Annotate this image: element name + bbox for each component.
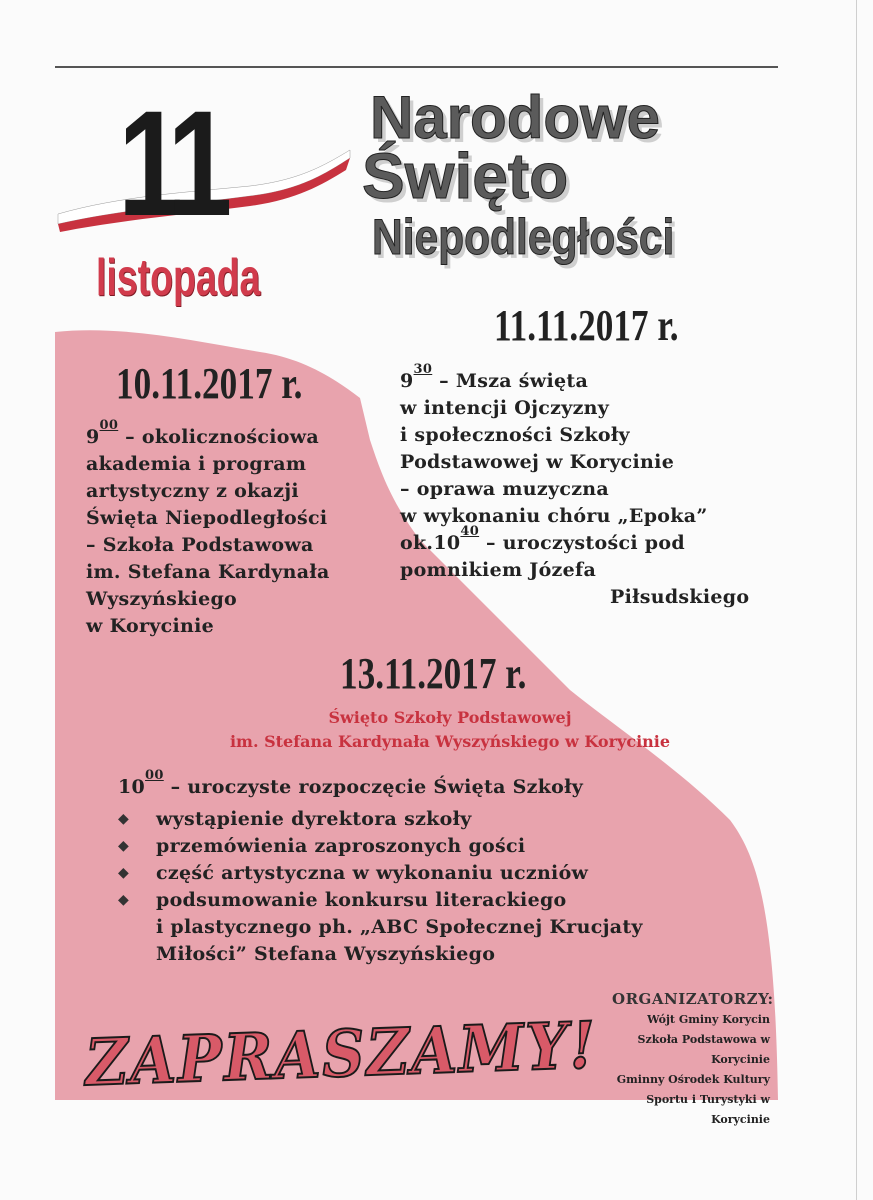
diamond-bullet-icon: ◆ xyxy=(118,811,130,827)
day1-line: akademia i program xyxy=(86,453,307,475)
day1-line: w Korycinie xyxy=(86,615,214,637)
day3-program-list xyxy=(118,806,643,968)
day1-line: Wyszyńskiego xyxy=(86,588,238,610)
top-rule xyxy=(55,66,778,68)
date-day1: 10.11.2017 r. xyxy=(116,359,303,408)
page-edge-line xyxy=(856,0,857,1200)
day1-line: im. Stefana Kardynała xyxy=(86,561,330,583)
day2-line: – oprawa muzyczna xyxy=(400,478,610,500)
day1-line: $9^{00}$ – okolicznościowa xyxy=(86,418,319,448)
day2-line: w intencji Ojczyzny xyxy=(400,397,610,419)
title-line-2: Święto xyxy=(362,140,569,212)
organizer-name: Wójt Gminy Korycin xyxy=(647,1013,770,1026)
day2-line: $9^{30}$ – Msza święta xyxy=(400,362,589,392)
school-heading-line: Święto Szkoły Podstawowej xyxy=(328,708,572,727)
organizers-list xyxy=(590,1010,770,1130)
day2-line: i społeczności Szkoły xyxy=(400,424,630,446)
day2-line: Piłsudskiego xyxy=(610,586,750,608)
diamond-bullet-icon: ◆ xyxy=(118,865,130,881)
diamond-bullet-icon: ◆ xyxy=(118,838,130,854)
day2-line: w wykonaniu chóru „Epoka” xyxy=(400,505,708,527)
day3-intro: $10^{00}$ – uroczyste rozpoczęcie Święta Szkoły xyxy=(118,768,584,798)
date-day3: 13.11.2017 r. xyxy=(340,649,527,698)
day2-line: pomnikiem Józefa xyxy=(400,559,597,581)
date-day2: 11.11.2017 r. xyxy=(494,301,679,350)
day1-line: artystyczny z okazji xyxy=(86,480,299,502)
day2-program xyxy=(400,362,750,611)
organizer-name: Gminny Ośrodek Kultury xyxy=(616,1073,770,1086)
organizer-name: Sportu i Turystyki w Korycinie xyxy=(646,1093,770,1126)
diamond-bullet-icon: ◆ xyxy=(118,892,130,908)
list-item: ◆ część artystyczna w wykonaniu uczniów xyxy=(118,860,643,887)
list-item: ◆ podsumowanie konkursu literackiego i plastycznego ph. „ABC Społecznej Krucjaty Miłości” Stefana Wyszyńskiego xyxy=(118,889,643,965)
day-number: 11 xyxy=(118,79,223,247)
day1-line: – Szkoła Podstawowa xyxy=(86,534,314,556)
month-label: listopada xyxy=(96,249,261,307)
title-line-3: Niepodległości xyxy=(372,209,675,265)
organizer-name: Szkoła Podstawowa w Korycinie xyxy=(637,1033,770,1066)
list-item: ◆ przemówienia zaproszonych gości xyxy=(118,833,643,860)
invitation-text: ZAPRASZAMY! xyxy=(84,1008,599,1101)
day2-line: Podstawowej w Korycinie xyxy=(400,451,675,473)
day1-line: Święta Niepodległości xyxy=(86,507,328,529)
list-item: ◆ wystąpienie dyrektora szkoły xyxy=(118,806,643,833)
day2-line: $ok.10^{40}$ – uroczystości pod xyxy=(400,524,685,554)
organizers-title: ORGANIZATORZY: xyxy=(612,990,774,1008)
day1-program xyxy=(86,418,330,640)
title-line-1: Narodowe xyxy=(370,84,661,151)
school-heading-line: im. Stefana Kardynała Wyszyńskiego w Korycinie xyxy=(229,732,671,751)
school-holiday-heading xyxy=(160,706,740,754)
